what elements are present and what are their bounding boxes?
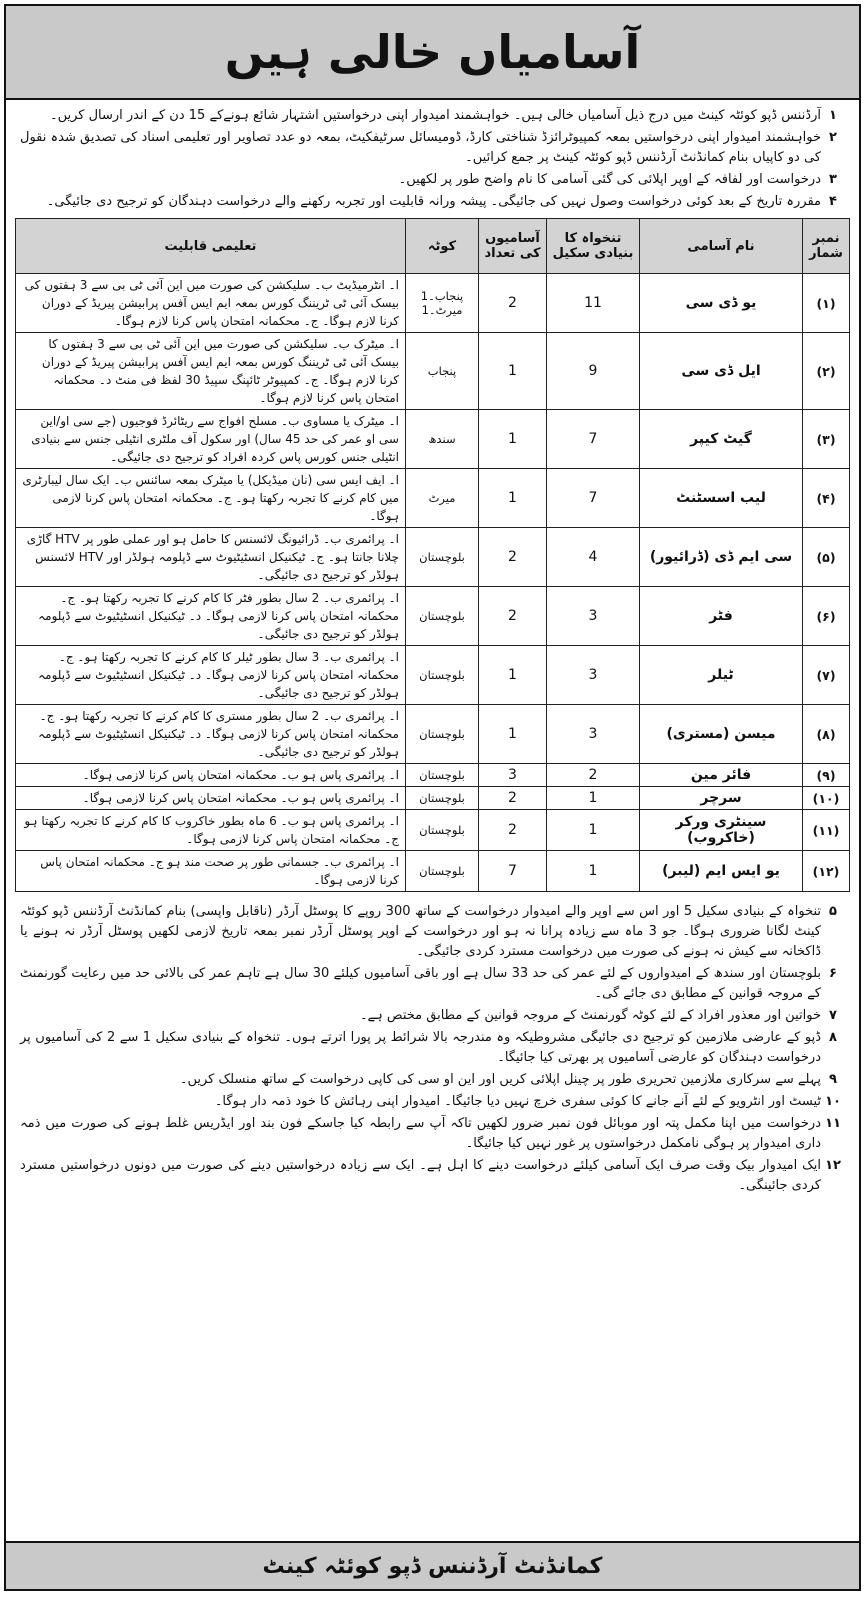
pay-scale: 7 bbox=[547, 469, 640, 528]
header-sn: نمبر شمار bbox=[803, 219, 850, 274]
pay-scale: 1 bbox=[547, 810, 640, 851]
post-name: گیٹ کیپر bbox=[640, 410, 803, 469]
pay-scale: 1 bbox=[547, 787, 640, 810]
pay-scale: 3 bbox=[547, 646, 640, 705]
note-item bbox=[20, 128, 845, 168]
note-item bbox=[20, 964, 845, 1004]
table-row bbox=[16, 705, 850, 764]
note-number: ۱۲ bbox=[825, 1158, 841, 1173]
quota: بلوچستان bbox=[406, 528, 479, 587]
note-item bbox=[20, 902, 845, 962]
note-number: ۱۰ bbox=[825, 1094, 841, 1109]
post-name: فائر مین bbox=[640, 764, 803, 787]
vacancy-count: 1 bbox=[479, 646, 547, 705]
row-number: (۱۱) bbox=[803, 810, 850, 851]
page-title: آسامیاں خالی ہیں bbox=[224, 25, 641, 79]
note-text: ڈپو کے عارضی ملازمین کو ترجیح دی جائیگی مشروطیکہ وہ مندرجہ بالا شرائط پر پورا اترتے ہوں۔ تنخواہ کے بنیادی سکیل 1 سے 2 کی آسامیوں پر درخواست دہندگان کو عارضی آسامیوں پر بھرتی کیا جائیگا۔ bbox=[20, 1030, 821, 1065]
note-text: خواتین اور معذور افراد کے لئے کوٹہ گورنمنٹ کے مروجہ قوانین کے مطابق مختص ہے۔ bbox=[359, 1008, 821, 1023]
note-text: آرڈننس ڈپو کوئٹہ کینٹ میں درج ذیل آسامیاں خالی ہیں۔ خواہشمند امیدوار اپنی درخواستیں اشتہار شائع ہونےکے 15 دن کے اندر ارسال کریں۔ bbox=[49, 108, 821, 123]
table-row bbox=[16, 410, 850, 469]
row-number: (۶) bbox=[803, 587, 850, 646]
note-number: ۳ bbox=[829, 172, 837, 187]
quota: میرٹ bbox=[406, 469, 479, 528]
table-row bbox=[16, 333, 850, 410]
qualification: ا۔ میٹرک یا مساوی ب۔ مسلح افواج سے ریٹائرڈ فوجیوں (جے سی او/این سی او عمر کی حد 45 سال) اور سکول آف ملٹری انٹیلی جنس سے بنیادی انٹیلی جنس کورس پاس کردہ افراد کو ترجیح دی جائیگی۔ bbox=[16, 410, 406, 469]
post-name: لیب اسسٹنٹ bbox=[640, 469, 803, 528]
qualification: ا۔ پرائمری پاس ہو ب۔ 6 ماہ بطور خاکروب کا کام کرنے کا تجربہ رکھتا ہو ج۔ محکمانہ امتحان پاس کرنا لازمی ہوگا۔ bbox=[16, 810, 406, 851]
note-text: ایک امیدوار بیک وقت صرف ایک آسامی کیلئے درخواست دینے کا اہل ہے۔ ایک سے زیادہ درخواستیں دینے کی صورت میں دونوں درخواستیں مسترد کردی جائینگی۔ bbox=[20, 1158, 821, 1193]
footer-signatory: کمانڈنٹ آرڈننس ڈپو کوئٹہ کینٹ bbox=[262, 1553, 603, 1579]
row-number: (۵) bbox=[803, 528, 850, 587]
vacancy-count: 2 bbox=[479, 528, 547, 587]
row-number: (۸) bbox=[803, 705, 850, 764]
table-row bbox=[16, 528, 850, 587]
vacancy-count: 1 bbox=[479, 469, 547, 528]
row-number: (۱۰) bbox=[803, 787, 850, 810]
table-row bbox=[16, 274, 850, 333]
qualification: ا۔ انٹرمیڈیٹ ب۔ سلیکشن کی صورت میں این آئی ٹی بی سے 3 ہفتوں کی بیسک آئی ٹی ٹریننگ کورس بمعہ ایم ایس آفس پرابیشن پیریڈ کے دوران کرنا لازم ہوگا۔ ج۔ محکمانہ امتحان پاس کرنا لازم ہوگا۔ bbox=[16, 274, 406, 333]
heading-banner bbox=[6, 6, 859, 100]
vacancy-count: 2 bbox=[479, 274, 547, 333]
vacancy-rows bbox=[16, 274, 850, 892]
note-item bbox=[20, 1156, 845, 1196]
post-name: فٹر bbox=[640, 587, 803, 646]
pay-scale: 9 bbox=[547, 333, 640, 410]
quota: بلوچستان bbox=[406, 787, 479, 810]
quota: پنجاب۔1 میرٹ۔1 bbox=[406, 274, 479, 333]
note-text: درخواست میں اپنا مکمل پتہ اور موبائل فون نمبر ضرور لکھیں تاکہ آپ سے رابطہ کیا جاسکے فون بند اور ایڈریس غلط ہونے کی صورت میں ذمہ داری امیدوار پر ہوگی نامکمل درخواستوں پر غور نہیں کیا جائیگا۔ bbox=[20, 1116, 821, 1151]
note-text: پہلے سے سرکاری ملازمین تحریری طور پر چینل اپلائی کریں اور این او سی کی کاپی درخواست کے ساتھ منسلک کریں۔ bbox=[179, 1072, 821, 1087]
pay-scale: 2 bbox=[547, 764, 640, 787]
post-name: سی ایم ڈی (ڈرائیور) bbox=[640, 528, 803, 587]
qualification: ا۔ پرائمری ب۔ 3 سال بطور ٹیلر کا کام کرنے کا تجربہ رکھتا ہو۔ ج۔ محکمانہ امتحان پاس کرنا لازمی ہوگا۔ د۔ ٹیکنیکل انسٹیٹیوٹ سے ڈپلومہ ہولڈر کو ترجیح دی جائیگی۔ bbox=[16, 646, 406, 705]
table-row bbox=[16, 646, 850, 705]
header-scale: تنخواہ کا بنیادی سکیل bbox=[547, 219, 640, 274]
vacancy-count: 2 bbox=[479, 810, 547, 851]
vacancy-count: 3 bbox=[479, 764, 547, 787]
advertisement-page bbox=[4, 4, 861, 1591]
post-name: یو ڈی سی bbox=[640, 274, 803, 333]
post-name: میسن (مستری) bbox=[640, 705, 803, 764]
note-text: بلوچستان اور سندھ کے امیدواروں کے لئے عمر کی حد 33 سال ہے اور باقی آسامیوں کیلئے 30 سال ہے تاہم عمر کی بالائی حد میں رعایت گورنمنٹ کے مروجہ قوانین کے مطابق دی جائے گی۔ bbox=[20, 966, 821, 1001]
qualification: ا۔ پرائمری ب۔ 2 سال بطور مستری کا کام کرنے کا تجربہ رکھتا ہو۔ ج۔ محکمانہ امتحان پاس کرنا لازمی ہوگا۔ د۔ ٹیکنیکل انسٹیٹیوٹ سے ڈپلومہ ہولڈر کو ترجیح دی جائیگی۔ bbox=[16, 705, 406, 764]
header-post: نام آسامی bbox=[640, 219, 803, 274]
note-item bbox=[20, 1028, 845, 1068]
table-row bbox=[16, 764, 850, 787]
qualification: ا۔ پرائمری ب۔ 2 سال بطور فٹر کا کام کرنے کا تجربہ رکھتا ہو۔ ج۔ محکمانہ امتحان پاس کرنا لازمی ہوگا۔ د۔ ٹیکنیکل انسٹیٹیوٹ سے ڈپلومہ ہولڈر کو ترجیح دی جائیگی۔ bbox=[16, 587, 406, 646]
note-text: مقررہ تاریخ کے بعد کوئی درخواست وصول نہیں کی جائیگی۔ پیشہ ورانہ قابلیت اور تجربہ رکھنے والے درخواست دہندگان کو ترجیح دی جائیگی۔ bbox=[46, 194, 821, 209]
quota: بلوچستان bbox=[406, 705, 479, 764]
quota: بلوچستان bbox=[406, 810, 479, 851]
note-number: ۴ bbox=[829, 194, 837, 209]
post-name: ٹیلر bbox=[640, 646, 803, 705]
note-number: ۶ bbox=[829, 966, 837, 981]
header-qualification: تعلیمی قابلیت bbox=[16, 219, 406, 274]
pay-scale: 11 bbox=[547, 274, 640, 333]
row-number: (۳) bbox=[803, 410, 850, 469]
table-row bbox=[16, 851, 850, 892]
note-number: ۷ bbox=[829, 1008, 837, 1023]
qualification: ا۔ پرائمری پاس ہو ب۔ محکمانہ امتحان پاس کرنا لازمی ہوگا۔ bbox=[16, 764, 406, 787]
header-vacancies: آسامیوں کی تعداد bbox=[479, 219, 547, 274]
table-row bbox=[16, 587, 850, 646]
quota: بلوچستان bbox=[406, 851, 479, 892]
pay-scale: 1 bbox=[547, 851, 640, 892]
qualification: ا۔ میٹرک ب۔ سلیکشن کی صورت میں این آئی ٹی بی سے 3 ہفتوں کا بیسک آئی ٹی ٹریننگ کورس بمعہ ایم ایس آفس پرابیشن پیریڈ کے دوران کرنا لازم ہوگا۔ ج۔ کمپیوٹر ٹائپنگ سپیڈ 30 لفظ فی منٹ د۔ محکمانہ امتحان پاس کرنا لازم ہوگا۔ bbox=[16, 333, 406, 410]
note-number: ۱ bbox=[829, 108, 837, 123]
post-name: سرچر bbox=[640, 787, 803, 810]
note-text: تنخواہ کے بنیادی سکیل 5 اور اس سے اوپر والے امیدوار درخواست کے ساتھ 300 روپے کا پوسٹل آرڈر (ناقابل واپسی) بنام کمانڈنٹ آرڈننس ڈپو کوئٹہ کینٹ لگانا ضروری ہوگا۔ جو 3 ماہ سے زیادہ پرانا نہ ہو اور درخواست کے اوپر پوسٹل آرڈر نمبر بمعہ تاریخ لازمی لکھیں پوسٹل آرڈر نہ ہونے یا ڈاکخانہ سے کیش نہ ہونے کی صورت میں درخواست مسترد کردی جائیگی۔ bbox=[20, 904, 822, 959]
post-name: سینٹری ورکر (خاکروب) bbox=[640, 810, 803, 851]
row-number: (۹) bbox=[803, 764, 850, 787]
pay-scale: 4 bbox=[547, 528, 640, 587]
note-number: ۵ bbox=[829, 904, 837, 919]
vacancy-count: 7 bbox=[479, 851, 547, 892]
pay-scale: 3 bbox=[547, 587, 640, 646]
row-number: (۴) bbox=[803, 469, 850, 528]
pay-scale: 3 bbox=[547, 705, 640, 764]
intro-notes bbox=[6, 100, 859, 212]
row-number: (۷) bbox=[803, 646, 850, 705]
note-item bbox=[20, 1006, 845, 1026]
note-item bbox=[20, 1114, 845, 1154]
note-item bbox=[20, 170, 845, 190]
quota: بلوچستان bbox=[406, 764, 479, 787]
quota: پنجاب bbox=[406, 333, 479, 410]
note-item bbox=[20, 1092, 845, 1112]
row-number: (۱۲) bbox=[803, 851, 850, 892]
note-text: ٹیسٹ اور انٹرویو کے لئے آنے جانے کا کوئی سفری خرچ نہیں دیا جائیگا۔ امیدوار اپنی رہائش کا خود ذمہ دار ہوگا۔ bbox=[214, 1094, 821, 1109]
row-number: (۲) bbox=[803, 333, 850, 410]
note-text: خواہشمند امیدوار اپنی درخواستیں بمعہ کمپیوٹرائزڈ شناختی کارڈ، ڈومیسائل سرٹیفکیٹ، بمعہ دو عدد تصاویر اور تعلیمی اسناد کی تصدیق شدہ نقول کی دو کاپیاں بنام کمانڈنٹ آرڈننس ڈپو کوئٹہ کینٹ پر جمع کرائیں۔ bbox=[20, 130, 821, 165]
post-name: یو ایس ایم (لیبر) bbox=[640, 851, 803, 892]
table-row bbox=[16, 787, 850, 810]
pay-scale: 7 bbox=[547, 410, 640, 469]
note-item bbox=[20, 1070, 845, 1090]
footer-banner bbox=[6, 1541, 859, 1589]
vacancy-count: 1 bbox=[479, 333, 547, 410]
table-row bbox=[16, 469, 850, 528]
vacancy-count: 2 bbox=[479, 587, 547, 646]
vacancy-count: 2 bbox=[479, 787, 547, 810]
table-row bbox=[16, 810, 850, 851]
row-number: (۱) bbox=[803, 274, 850, 333]
note-item bbox=[20, 192, 845, 212]
note-number: ۹ bbox=[829, 1072, 837, 1087]
qualification: ا۔ پرائمری ب۔ ڈرائیونگ لائسنس کا حامل ہو اور عملی طور پر HTV گاڑی چلانا جانتا ہو۔ ج۔ ٹیکنیکل انسٹیٹیوٹ سے ڈپلومہ ہولڈر اور HTV لائسنس ہولڈر کو ترجیح دی جائیگی۔ bbox=[16, 528, 406, 587]
qualification: ا۔ ایف ایس سی (نان میڈیکل) یا میٹرک بمعہ سائنس ب۔ ایک سال لیبارٹری میں کام کرنے کا تجربہ رکھتا ہو۔ ج۔ محکمانہ امتحان پاس کرنا لازمی ہوگا۔ bbox=[16, 469, 406, 528]
note-number: ۱۱ bbox=[825, 1116, 841, 1131]
quota: بلوچستان bbox=[406, 646, 479, 705]
vacancy-count: 1 bbox=[479, 410, 547, 469]
quota: سندھ bbox=[406, 410, 479, 469]
table-header-row bbox=[16, 219, 850, 274]
note-item bbox=[20, 106, 845, 126]
post-name: ایل ڈی سی bbox=[640, 333, 803, 410]
note-text: درخواست اور لفافہ کے اوپر اپلائی کی گئی آسامی کا نام واضح طور پر لکھیں۔ bbox=[398, 172, 821, 187]
qualification: ا۔ پرائمری ب۔ جسمانی طور پر صحت مند ہو ج۔ محکمانہ امتحان پاس کرنا لازمی ہوگا۔ bbox=[16, 851, 406, 892]
vacancy-table bbox=[15, 218, 850, 892]
quota: بلوچستان bbox=[406, 587, 479, 646]
note-number: ۸ bbox=[829, 1030, 837, 1045]
header-quota: کوٹہ bbox=[406, 219, 479, 274]
footer-notes bbox=[6, 896, 859, 1196]
note-number: ۲ bbox=[829, 130, 837, 145]
vacancy-count: 1 bbox=[479, 705, 547, 764]
qualification: ا۔ پرائمری پاس ہو ب۔ محکمانہ امتحان پاس کرنا لازمی ہوگا۔ bbox=[16, 787, 406, 810]
